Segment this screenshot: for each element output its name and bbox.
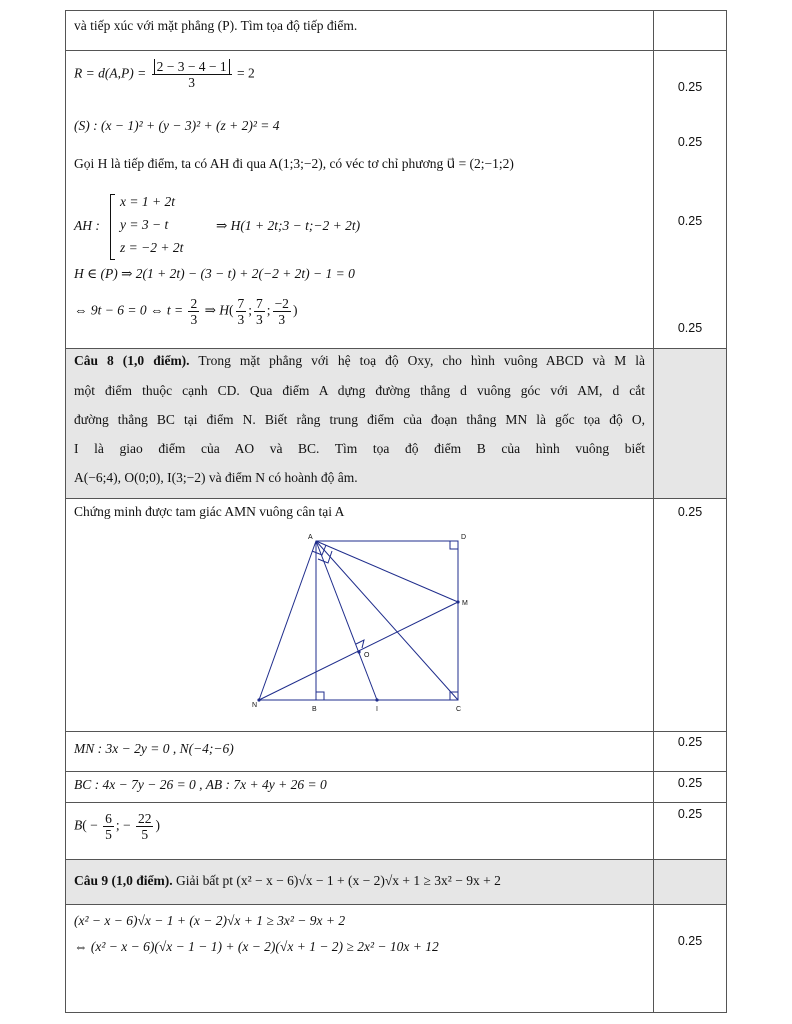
score: 0.25 [677,321,703,335]
table-row [66,11,727,51]
h-coord-y: $\frac{7}{3}$ [256,296,263,327]
right-angle-mark [450,541,458,549]
label-c: C [456,706,462,713]
score: 0.25 [677,807,703,821]
t-fraction: $\frac{2}{3}$ [190,296,198,327]
score: 0.25 [677,735,703,749]
table-row [66,349,727,499]
score-cell [654,860,727,905]
bc-ab-equation: BC : 4x − 7y − 26 = 0 , AB : 7x + 4y + 26 = 0 [74,777,327,792]
score: 0.25 [677,135,703,149]
score: 0.25 [677,80,703,94]
segment-am [316,541,458,602]
system-brace [110,194,115,260]
solve-t: ⇔ 9t − 6 = 0 ⇔ t = $\frac{2}{3}$ ⇒ H( $\frac{7}{3}$ ; $\frac{7}{3}$ ; $\frac{-2}{3}$ ) [74,296,298,327]
content-cell [66,803,654,860]
solution-table [65,10,727,1013]
question-cell [66,860,654,905]
label-b: B [312,706,317,713]
question-9-line: Câu 9 (1,0 điểm). Giải bất pt (x² − x − 6)√x − 1 + (x − 2)√x + 1 ≥ 3x² − 9x + 2 [74,873,501,888]
tangent-point-text: Gọi H là tiếp điểm, ta có AH đi qua A(1;3;−2), có véc tơ chỉ phương u⃗ = (2;−1;2) [74,156,514,171]
point-m [456,600,459,603]
line-ah-label: AH : [74,218,100,233]
b-coord-y: $\frac{22}{5}$ [137,811,152,842]
score-cell [654,51,727,349]
system-eq-z: z = −2 + 2t [120,240,184,255]
score: 0.25 [677,505,703,519]
score-cell [654,803,727,860]
question-8-line: Câu 8 (1,0 điểm). Trong mặt phẳng với hệ toạ độ Oxy, cho hình vuông ABCD và M là [74,353,645,368]
point-n [257,698,260,701]
geometry-figure [66,499,653,731]
right-angle-mark [356,640,364,648]
label-o: O [364,652,370,659]
label-a: A [308,534,313,541]
score: 0.25 [677,214,703,228]
table-row [66,51,727,349]
inequality-line: ⇔ (x² − x − 6)(√x − 1 − 1) + (x − 2)(√x + 1 − 2) ≥ 2x² − 10x + 12 [74,939,439,954]
score-cell [654,905,727,1013]
segment-ai [316,541,377,700]
radius-fraction: $\frac{2 - 3 - 4 - 1}{3}$ [152,59,232,90]
segment-ac [316,541,458,700]
question-8-line: đường thẳng BC tại điểm N. Biết rằng trung điểm của đoạn thẳng MN là gốc tọa độ O, [74,412,645,427]
h-in-plane: H ∈ (P) ⇒ 2(1 + 2t) − (3 − t) + 2(−2 + 2t) − 1 = 0 [74,266,355,281]
sphere-equation: (S) : (x − 1)² + (y − 3)² + (z + 2)² = 4 [74,118,280,133]
b-coord-x: $\frac{6}{5}$ [105,811,112,842]
question-9-title: Câu 9 (1,0 điểm). [74,873,173,888]
score-cell [654,772,727,803]
point-o [357,650,360,653]
question-8-line: A(−6;4), O(0;0), I(3;−2) và điểm N có hoành độ âm. [74,470,358,485]
content-cell [66,499,654,732]
score-cell [654,349,727,499]
radius-formula: R = d(A,P) = $\frac{2 - 3 - 4 - 1}{3}$ = 2 [74,59,255,90]
question-8-line: một điểm thuộc cạnh CD. Qua điểm A dựng đường thẳng d vuông góc với AM, d cắt [74,383,645,398]
table-row [66,860,727,905]
h-coord-x: $\frac{7}{3}$ [237,296,245,327]
h-coord-z: $\frac{-2}{3}$ [274,296,289,327]
h-parametric: ⇒ H(1 + 2t;3 − t;−2 + 2t) [216,218,361,233]
table-row [66,499,727,732]
question-8-title: Câu 8 (1,0 điểm). [74,353,190,368]
score-cell [654,11,727,51]
system-eq-x: x = 1 + 2t [120,194,175,209]
label-n: N [252,702,258,709]
table-row [66,732,727,772]
point-b-result: B( − $\frac{6}{5}$ ; − $\frac{22}{5}$ ) [74,811,160,842]
score-cell [654,499,727,732]
content-cell [66,905,654,1013]
score-cell [654,732,727,772]
right-angle-mark [316,692,324,700]
question-8-line: I là giao điểm của AO và BC. Tìm tọa độ điểm B của hình vuông biết [74,441,645,456]
content-cell [66,51,654,349]
mn-equation: MN : 3x − 2y = 0 , N(−4;−6) [74,741,234,756]
table-row [66,905,727,1013]
score: 0.25 [677,934,703,948]
system-eq-y: y = 3 − t [120,217,169,232]
intro-text: và tiếp xúc với mặt phẳng (P). Tìm tọa độ tiếp điểm. [74,18,358,33]
inequality-line: (x² − x − 6)√x − 1 + (x − 2)√x + 1 ≥ 3x² − 9x + 2 [74,913,346,928]
label-i: I [376,706,378,713]
point-i [375,698,378,701]
question-cell [66,349,654,499]
table-row [66,803,727,860]
label-d: D [461,534,467,541]
content-cell [66,772,654,803]
content-cell [66,732,654,772]
proof-text: Chứng minh được tam giác AMN vuông cân tại A [74,504,345,519]
score: 0.25 [677,776,703,790]
content-cell [66,11,654,51]
table-row [66,772,727,803]
label-m: M [462,600,468,607]
